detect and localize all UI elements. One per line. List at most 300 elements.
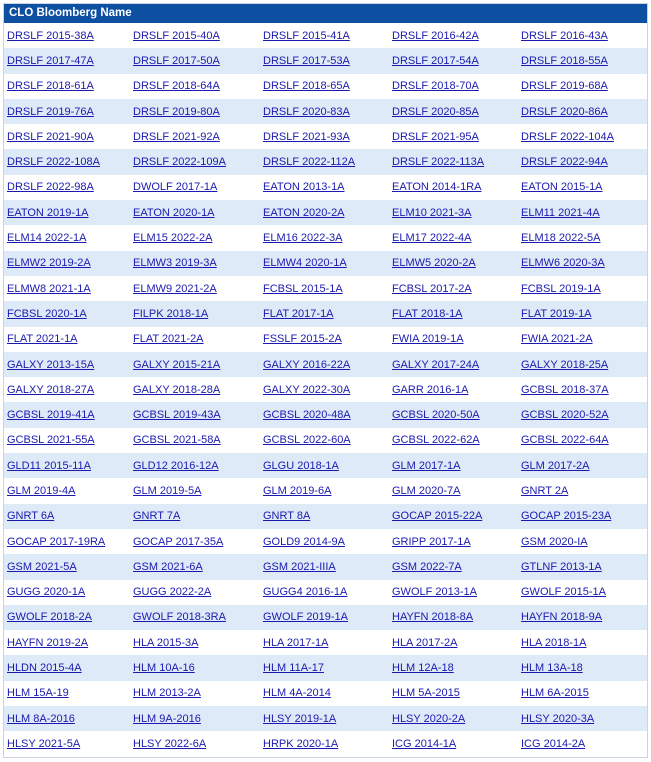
table-row [4, 124, 647, 149]
clo-name-link[interactable]: ELMW6 2020-3A [521, 257, 605, 270]
table-cell [518, 377, 647, 402]
table-row [4, 276, 647, 301]
table-cell [130, 251, 260, 276]
table-cell [130, 48, 260, 73]
clo-name-link[interactable]: GWOLF 2013-1A [392, 586, 477, 599]
table-cell [260, 605, 389, 630]
table-cell [518, 428, 647, 453]
clo-name-link[interactable]: DRSLF 2022-113A [392, 156, 485, 169]
clo-name-link[interactable]: ELM10 2021-3A [392, 206, 472, 219]
clo-name-link[interactable]: DRSLF 2021-90A [7, 130, 94, 143]
clo-name-link[interactable]: GCBSL 2020-50A [392, 409, 480, 422]
clo-name-link[interactable]: FLAT 2017-1A [263, 307, 334, 320]
table-cell [260, 124, 389, 149]
clo-name-link[interactable]: GCBSL 2022-60A [263, 434, 351, 447]
table-row [4, 706, 647, 731]
clo-name-link[interactable]: ELM16 2022-3A [263, 232, 343, 245]
clo-name-link[interactable]: GCBSL 2022-64A [521, 434, 609, 447]
clo-name-link[interactable]: FILPK 2018-1A [133, 307, 209, 320]
table-cell [260, 731, 389, 756]
clo-name-link[interactable]: DRSLF 2019-76A [7, 105, 94, 118]
clo-name-link[interactable]: DRSLF 2017-50A [133, 54, 220, 67]
table-cell [518, 580, 647, 605]
table-cell [4, 580, 130, 605]
table-row [4, 23, 647, 48]
clo-name-link[interactable]: GNRT 2A [521, 484, 569, 497]
clo-name-link[interactable]: GCBSL 2021-58A [133, 434, 221, 447]
table-cell [518, 605, 647, 630]
table-row [4, 453, 647, 478]
table-cell [260, 453, 389, 478]
clo-name-link[interactable]: ELM17 2022-4A [392, 232, 472, 245]
clo-name-link[interactable]: GSM 2020-IA [521, 535, 588, 548]
table-cell [518, 655, 647, 680]
clo-name-link[interactable]: HRPK 2020-1A [263, 737, 339, 750]
table-cell [518, 554, 647, 579]
clo-name-link[interactable]: GLD12 2016-12A [133, 459, 219, 472]
table-cell [260, 327, 389, 352]
table-cell [389, 681, 518, 706]
table-cell [130, 124, 260, 149]
clo-name-link[interactable]: ELMW8 2021-1A [7, 282, 91, 295]
table-row [4, 251, 647, 276]
table-cell [389, 428, 518, 453]
table-cell [130, 630, 260, 655]
clo-name-link[interactable]: GOCAP 2015-22A [392, 510, 483, 523]
table-cell [518, 681, 647, 706]
table-row [4, 352, 647, 377]
table-cell [4, 605, 130, 630]
clo-name-link[interactable]: HLSY 2020-3A [521, 712, 595, 725]
clo-name-link[interactable]: HLM 6A-2015 [521, 687, 589, 700]
table-cell [130, 706, 260, 731]
clo-name-link[interactable]: GRIPP 2017-1A [392, 535, 471, 548]
table-cell [389, 478, 518, 503]
table-cell [260, 276, 389, 301]
clo-name-link[interactable]: HLSY 2019-1A [263, 712, 337, 725]
table-row [4, 402, 647, 427]
clo-name-link[interactable]: DRSLF 2018-65A [263, 80, 350, 93]
clo-name-link[interactable]: GCBSL 2019-41A [7, 409, 95, 422]
clo-name-link[interactable]: FWIA 2019-1A [392, 333, 464, 346]
table-cell [4, 149, 130, 174]
table-cell [389, 124, 518, 149]
clo-name-link[interactable]: DRSLF 2020-83A [263, 105, 350, 118]
clo-name-link[interactable]: HLSY 2021-5A [7, 737, 81, 750]
table-cell [518, 175, 647, 200]
clo-name-link[interactable]: EATON 2020-2A [263, 206, 345, 219]
table-cell [389, 731, 518, 756]
table-cell [4, 504, 130, 529]
table-cell [389, 529, 518, 554]
table-cell [4, 681, 130, 706]
table-cell [518, 149, 647, 174]
table-row [4, 48, 647, 73]
clo-name-link[interactable]: GCBSL 2019-43A [133, 409, 221, 422]
clo-name-link[interactable]: GALXY 2015-21A [133, 358, 221, 371]
clo-name-link[interactable]: GALXY 2022-30A [263, 383, 351, 396]
table-cell [4, 48, 130, 73]
table-cell [518, 402, 647, 427]
table-cell [518, 731, 647, 756]
clo-name-link[interactable]: DRSLF 2021-93A [263, 130, 350, 143]
table-cell [130, 731, 260, 756]
table-cell [518, 706, 647, 731]
table-row [4, 504, 647, 529]
clo-name-link[interactable]: GARR 2016-1A [392, 383, 469, 396]
clo-name-link[interactable]: GLM 2017-2A [521, 459, 590, 472]
clo-name-link[interactable]: ELMW4 2020-1A [263, 257, 347, 270]
table-cell [260, 23, 389, 48]
table-cell [260, 402, 389, 427]
clo-name-link[interactable]: DRSLF 2018-55A [521, 54, 608, 67]
table-cell [130, 554, 260, 579]
clo-name-link[interactable]: FCBSL 2019-1A [521, 282, 601, 295]
clo-name-link[interactable]: FLAT 2019-1A [521, 307, 592, 320]
clo-name-link[interactable]: GWOLF 2019-1A [263, 611, 348, 624]
clo-name-link[interactable]: GLD11 2015-11A [7, 459, 91, 472]
clo-name-link[interactable]: HLM 11A-17 [263, 662, 324, 675]
table-cell [4, 731, 130, 756]
table-cell [518, 301, 647, 326]
table-cell [389, 706, 518, 731]
table-cell [130, 605, 260, 630]
clo-name-link[interactable]: ELMW3 2019-3A [133, 257, 217, 270]
clo-name-link[interactable]: GALXY 2018-28A [133, 383, 221, 396]
clo-name-link[interactable]: HLM 13A-18 [521, 662, 583, 675]
table-cell [4, 23, 130, 48]
table-cell [260, 200, 389, 225]
table-cell [260, 504, 389, 529]
table-cell [130, 276, 260, 301]
clo-name-link[interactable]: GUGG4 2016-1A [263, 586, 348, 599]
table-cell [4, 529, 130, 554]
table-cell [130, 23, 260, 48]
table-cell [260, 352, 389, 377]
clo-name-link[interactable]: DRSLF 2017-47A [7, 54, 94, 67]
clo-name-link[interactable]: HLSY 2020-2A [392, 712, 466, 725]
clo-name-link[interactable]: FCBSL 2020-1A [7, 307, 87, 320]
table-cell [130, 200, 260, 225]
clo-name-link[interactable]: FLAT 2018-1A [392, 307, 463, 320]
clo-name-link[interactable]: GSM 2021-5A [7, 560, 77, 573]
clo-name-link[interactable]: DRSLF 2018-61A [7, 80, 94, 93]
clo-name-link[interactable]: HAYFN 2019-2A [7, 636, 89, 649]
clo-name-link[interactable]: GCBSL 2022-62A [392, 434, 480, 447]
clo-name-link[interactable]: GWOLF 2018-3RA [133, 611, 226, 624]
clo-name-link[interactable]: DRSLF 2017-54A [392, 54, 479, 67]
table-header-title: CLO Bloomberg Name [9, 7, 132, 19]
table-row [4, 428, 647, 453]
clo-name-link[interactable]: FCBSL 2015-1A [263, 282, 343, 295]
clo-name-link[interactable]: GLGU 2018-1A [263, 459, 339, 472]
clo-name-link[interactable]: HLM 10A-16 [133, 662, 195, 675]
clo-name-link[interactable]: DRSLF 2022-104A [521, 130, 614, 143]
clo-name-link[interactable]: DRSLF 2022-108A [7, 156, 100, 169]
table-row [4, 225, 647, 250]
clo-name-link[interactable]: DRSLF 2018-70A [392, 80, 479, 93]
clo-name-link[interactable]: GCBSL 2018-37A [521, 383, 609, 396]
clo-name-link[interactable]: GLM 2019-6A [263, 484, 332, 497]
table-cell [260, 580, 389, 605]
clo-name-link[interactable]: HLM 9A-2016 [133, 712, 201, 725]
table-cell [518, 99, 647, 124]
table-cell [260, 301, 389, 326]
clo-name-link[interactable]: DRSLF 2016-42A [392, 29, 479, 42]
clo-name-link[interactable]: GCBSL 2020-52A [521, 409, 609, 422]
table-cell [130, 301, 260, 326]
clo-name-link[interactable]: GUGG 2022-2A [133, 586, 212, 599]
table-row [4, 478, 647, 503]
clo-name-link[interactable]: FCBSL 2017-2A [392, 282, 472, 295]
clo-name-link[interactable]: DRSLF 2018-64A [133, 80, 220, 93]
clo-name-link[interactable]: HLM 15A-19 [7, 687, 69, 700]
table-cell [4, 352, 130, 377]
table-cell [389, 48, 518, 73]
table-cell [518, 327, 647, 352]
table-cell [130, 402, 260, 427]
table-cell [260, 630, 389, 655]
table-row [4, 327, 647, 352]
clo-name-link[interactable]: DRSLF 2020-86A [521, 105, 608, 118]
table-cell [260, 428, 389, 453]
clo-name-link[interactable]: HLA 2017-2A [392, 636, 458, 649]
table-cell [518, 48, 647, 73]
clo-name-link[interactable]: GWOLF 2018-2A [7, 611, 92, 624]
table-cell [260, 99, 389, 124]
clo-name-link[interactable]: ELM15 2022-2A [133, 232, 213, 245]
table-cell [389, 301, 518, 326]
table-cell [389, 605, 518, 630]
table-cell [389, 200, 518, 225]
table-cell [518, 225, 647, 250]
table-cell [130, 175, 260, 200]
table-cell [130, 225, 260, 250]
table-cell [4, 74, 130, 99]
table-cell [4, 99, 130, 124]
clo-name-link[interactable]: GWOLF 2015-1A [521, 586, 606, 599]
clo-name-link[interactable]: GTLNF 2013-1A [521, 560, 602, 573]
clo-name-link[interactable]: GUGG 2020-1A [7, 586, 86, 599]
table-cell [4, 225, 130, 250]
clo-name-link[interactable]: ELM11 2021-4A [521, 206, 600, 219]
table-cell [518, 124, 647, 149]
table-cell [4, 478, 130, 503]
clo-name-link[interactable]: EATON 2019-1A [7, 206, 89, 219]
table-cell [4, 453, 130, 478]
table-cell [4, 706, 130, 731]
table-row [4, 580, 647, 605]
clo-name-link[interactable]: GOCAP 2017-35A [133, 535, 224, 548]
table-cell [518, 453, 647, 478]
clo-name-link[interactable]: EATON 2014-1RA [392, 181, 482, 194]
clo-name-link[interactable]: DRSLF 2022-112A [263, 156, 356, 169]
table-cell [518, 352, 647, 377]
clo-name-link[interactable]: EATON 2015-1A [521, 181, 603, 194]
table-cell [518, 276, 647, 301]
clo-name-link[interactable]: GCBSL 2021-55A [7, 434, 95, 447]
table-cell [130, 352, 260, 377]
clo-name-link[interactable]: ELMW9 2021-2A [133, 282, 217, 295]
table-cell [518, 251, 647, 276]
table-cell [4, 554, 130, 579]
table-row [4, 200, 647, 225]
table-cell [130, 74, 260, 99]
table-cell [518, 478, 647, 503]
clo-name-link[interactable]: HLM 12A-18 [392, 662, 454, 675]
table-header [4, 4, 647, 23]
table-cell [260, 681, 389, 706]
table-row [4, 377, 647, 402]
clo-name-link[interactable]: FWIA 2021-2A [521, 333, 593, 346]
table-cell [4, 124, 130, 149]
table-cell [389, 74, 518, 99]
clo-name-link[interactable]: GOCAP 2015-23A [521, 510, 612, 523]
clo-name-link[interactable]: HLM 5A-2015 [392, 687, 460, 700]
clo-name-link[interactable]: GALXY 2013-15A [7, 358, 95, 371]
clo-name-link[interactable]: ICG 2014-1A [392, 737, 457, 750]
table-cell [389, 453, 518, 478]
clo-name-link[interactable]: GNRT 8A [263, 510, 311, 523]
table-cell [4, 301, 130, 326]
clo-name-link[interactable]: ELM14 2022-1A [7, 232, 87, 245]
clo-name-link[interactable]: DRSLF 2019-80A [133, 105, 220, 118]
clo-name-link[interactable]: FLAT 2021-2A [133, 333, 204, 346]
table-cell [389, 655, 518, 680]
table-cell [389, 175, 518, 200]
table-row [4, 681, 647, 706]
table-row [4, 74, 647, 99]
table-cell [389, 402, 518, 427]
clo-name-link[interactable]: GSM 2021-IIIA [263, 560, 336, 573]
table-cell [389, 377, 518, 402]
clo-name-link[interactable]: HLA 2015-3A [133, 636, 199, 649]
table-cell [130, 99, 260, 124]
table-cell [518, 504, 647, 529]
clo-name-link[interactable]: ICG 2014-2A [521, 737, 586, 750]
clo-name-link[interactable]: HAYFN 2018-9A [521, 611, 603, 624]
table-cell [389, 99, 518, 124]
clo-name-link[interactable]: DRSLF 2015-38A [7, 29, 94, 42]
clo-name-link[interactable]: DRSLF 2020-85A [392, 105, 479, 118]
table-cell [260, 478, 389, 503]
table-cell [4, 200, 130, 225]
table-cell [389, 327, 518, 352]
clo-name-table [4, 23, 647, 757]
clo-name-link[interactable]: GALXY 2016-22A [263, 358, 351, 371]
clo-name-link[interactable]: GLM 2019-5A [133, 484, 202, 497]
table-row [4, 605, 647, 630]
table-cell [389, 352, 518, 377]
clo-name-link[interactable]: HLM 2013-2A [133, 687, 201, 700]
table-cell [130, 580, 260, 605]
clo-name-link[interactable]: GALXY 2018-27A [7, 383, 95, 396]
clo-name-link[interactable]: ELMW5 2020-2A [392, 257, 476, 270]
clo-name-link[interactable]: GOLD9 2014-9A [263, 535, 345, 548]
clo-name-link[interactable]: DRSLF 2015-40A [133, 29, 220, 42]
clo-name-link[interactable]: DRSLF 2021-95A [392, 130, 479, 143]
clo-name-link[interactable]: HLM 8A-2016 [7, 712, 75, 725]
table-cell [260, 251, 389, 276]
clo-name-link[interactable]: GLM 2019-4A [7, 484, 76, 497]
clo-name-link[interactable]: DRSLF 2022-98A [7, 181, 94, 194]
clo-name-link[interactable]: DRSLF 2022-94A [521, 156, 608, 169]
table-row [4, 731, 647, 756]
clo-name-link[interactable]: GSM 2022-7A [392, 560, 462, 573]
table-cell [260, 149, 389, 174]
table-cell [130, 428, 260, 453]
table-row [4, 301, 647, 326]
table-row [4, 655, 647, 680]
clo-name-link[interactable]: EATON 2020-1A [133, 206, 215, 219]
table-cell [389, 554, 518, 579]
clo-name-link[interactable]: EATON 2013-1A [263, 181, 345, 194]
clo-name-link[interactable]: GLM 2020-7A [392, 484, 461, 497]
clo-name-link[interactable]: FSSLF 2015-2A [263, 333, 342, 346]
clo-name-link[interactable]: ELM18 2022-5A [521, 232, 601, 245]
clo-name-link[interactable]: HLA 2017-1A [263, 636, 329, 649]
clo-name-link[interactable]: DRSLF 2019-68A [521, 80, 608, 93]
table-cell [4, 377, 130, 402]
clo-name-link[interactable]: GNRT 7A [133, 510, 181, 523]
table-cell [389, 504, 518, 529]
clo-name-link[interactable]: DRSLF 2016-43A [521, 29, 608, 42]
table-cell [260, 706, 389, 731]
clo-name-link[interactable]: GSM 2021-6A [133, 560, 203, 573]
clo-name-link[interactable]: GLM 2017-1A [392, 459, 461, 472]
table-cell [389, 225, 518, 250]
clo-name-link[interactable]: DRSLF 2022-109A [133, 156, 226, 169]
table-cell [130, 681, 260, 706]
table-body [4, 23, 647, 757]
clo-name-link[interactable]: GALXY 2017-24A [392, 358, 480, 371]
clo-name-link[interactable]: DWOLF 2017-1A [133, 181, 218, 194]
table-cell [260, 554, 389, 579]
table-cell [518, 200, 647, 225]
table-cell [389, 276, 518, 301]
table-cell [4, 428, 130, 453]
table-cell [130, 149, 260, 174]
clo-name-link[interactable]: FLAT 2021-1A [7, 333, 78, 346]
table-cell [130, 655, 260, 680]
clo-name-link[interactable]: GOCAP 2017-19RA [7, 535, 106, 548]
table-row [4, 99, 647, 124]
table-cell [260, 529, 389, 554]
clo-name-link[interactable]: GCBSL 2020-48A [263, 409, 351, 422]
clo-name-link[interactable]: DRSLF 2015-41A [263, 29, 350, 42]
clo-table-container [3, 3, 648, 758]
table-cell [518, 529, 647, 554]
table-cell [4, 175, 130, 200]
table-cell [260, 225, 389, 250]
table-cell [130, 327, 260, 352]
clo-name-link[interactable]: GNRT 6A [7, 510, 55, 523]
table-cell [389, 251, 518, 276]
clo-name-link[interactable]: DRSLF 2017-53A [263, 54, 350, 67]
clo-name-link[interactable]: ELMW2 2019-2A [7, 257, 91, 270]
table-cell [130, 529, 260, 554]
clo-name-link[interactable]: HLDN 2015-4A [7, 662, 82, 675]
clo-name-link[interactable]: HLM 4A-2014 [263, 687, 331, 700]
clo-name-link[interactable]: HLA 2018-1A [521, 636, 587, 649]
table-cell [260, 74, 389, 99]
clo-name-link[interactable]: HAYFN 2018-8A [392, 611, 474, 624]
clo-name-link[interactable]: HLSY 2022-6A [133, 737, 207, 750]
clo-name-link[interactable]: DRSLF 2021-92A [133, 130, 220, 143]
table-cell [4, 276, 130, 301]
clo-name-link[interactable]: GALXY 2018-25A [521, 358, 609, 371]
table-cell [389, 149, 518, 174]
